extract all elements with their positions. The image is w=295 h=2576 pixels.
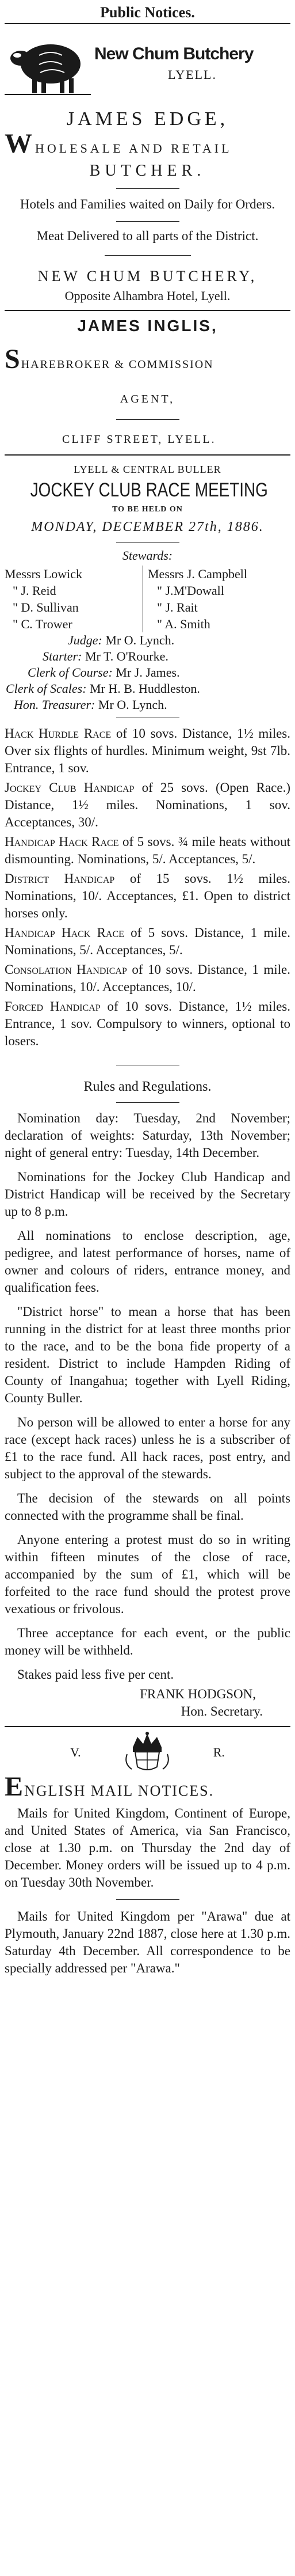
race-event <box>5 961 290 996</box>
rule-paragraph <box>5 1227 290 1296</box>
rules-heading: Rules and Regulations. <box>83 1079 212 1094</box>
event-text: of 15 sovs. 1½ miles. Nominations, 10/. Acceptances, £1. Open to district horses only. <box>5 871 290 920</box>
drop-cap: S <box>5 344 21 374</box>
crest-letter-r: R. <box>213 1745 225 1759</box>
officials-list <box>5 632 290 713</box>
steward: " J. Rait <box>157 600 198 614</box>
race-event <box>5 998 290 1050</box>
royal-crest-icon <box>121 1731 173 1774</box>
steward: Messrs J. Campbell <box>148 567 247 581</box>
steward: Messrs Lowick <box>5 567 83 581</box>
rule-paragraph <box>5 1414 290 1483</box>
proprietor-name: JAMES EDGE, <box>66 108 229 130</box>
event-name: Forced Handicap <box>5 999 101 1014</box>
event-text: of 10 sovs. Distance, 1½ miles. Entrance, 1 sov. Compulsory to winners, optional to losers. <box>5 999 291 1048</box>
mail-heading <box>5 1771 290 1803</box>
rule-text: The decision of the stewards on all points connected with the programme shall be final. <box>5 1491 290 1523</box>
official-label: Starter: <box>43 649 82 663</box>
rule-text: No person will be allowed to enter a horse for any race (except hack races) unless he is a subscriber of £1 to the race fund. All hack races, post entry, and subject to the approval of the stewards. <box>5 1415 290 1481</box>
short-divider <box>105 255 191 256</box>
event-text: of 5 sovs. ¾ mile heats without dismounting. Nominations, 5/. Acceptances, 5/. <box>5 834 291 866</box>
mail-notices-advert <box>5 1727 290 1977</box>
butchery-name: New Chum Butchery <box>94 44 254 63</box>
official-value: Mr T. O'Rourke. <box>85 649 168 663</box>
crest-letter-v: V. <box>70 1745 81 1759</box>
race-title: JOCKEY CLUB RACE MEETING <box>30 479 268 501</box>
sheep-icon <box>5 32 91 96</box>
event-name: Jockey Club Handicap <box>5 780 135 795</box>
rules-list <box>5 1110 290 1683</box>
rule-paragraph <box>5 1490 290 1524</box>
race-events <box>5 725 290 1050</box>
race-clubs: LYELL & CENTRAL BULLER <box>74 464 221 475</box>
steward: " A. Smith <box>157 617 210 631</box>
rule-text: Three acceptance for each event, or the public money will be withheld. <box>5 1626 290 1657</box>
sharebroker-address: CLIFF STREET, LYELL. <box>62 433 216 446</box>
rule-text: Nomination day: Tuesday, 2nd November; declaration of weights: Saturday, 13th November; night of general entry: Tuesday, 14th December. <box>5 1111 290 1160</box>
mail-text: Mails for United Kingdom per "Arawa" due at Plymouth, January 22nd 1887, close here at 1.30 p.m. Saturday 4th December. All correspondence to be specially addressed per "Arawa." <box>5 1909 290 1975</box>
trade-line <box>5 128 290 159</box>
race-event <box>5 924 290 959</box>
race-meeting-advert <box>5 456 290 1720</box>
stewards-list <box>5 566 290 632</box>
event-text: of 10 sovs. Distance, 1 mile. Nominations, 10/. Acceptances, 10/. <box>5 962 291 994</box>
short-divider <box>116 188 179 189</box>
event-name: Handicap Hack Race <box>5 925 124 940</box>
trade-text: HOLESALE AND RETAIL <box>35 141 232 155</box>
butchery-text-1: Hotels and Families waited on Daily for Orders. <box>20 197 275 211</box>
stewards-left-column <box>5 566 143 632</box>
official-label: Hon. Treasurer: <box>14 697 95 712</box>
rule-text: Anyone entering a protest must do so in writing within fifteen minutes of the close of race, accompanied by the sum of £1, which will be forfeited to the race fund should the protest prove vexatious or frivolous. <box>5 1532 290 1616</box>
signature-title: Hon. Secretary. <box>181 1704 263 1718</box>
official <box>6 681 290 697</box>
rule-paragraph <box>5 1531 290 1618</box>
official-label: Clerk of Course: <box>28 665 113 680</box>
steward: " D. Sullivan <box>13 600 79 614</box>
section-title: Public Notices. <box>100 4 195 21</box>
short-divider <box>116 1102 179 1103</box>
rule-paragraph <box>5 1666 290 1683</box>
event-name: Hack Hurdle Race <box>5 726 112 741</box>
event-name: Consolation Handicap <box>5 962 127 977</box>
official-label: Judge: <box>68 633 102 647</box>
stewards-right-column <box>143 566 247 632</box>
mail-paragraph <box>5 1908 290 1977</box>
official-label: Clerk of Scales: <box>6 681 87 696</box>
event-name: Handicap Hack Race <box>5 834 119 849</box>
butchery-text-2: Meat Delivered to all parts of the District. <box>36 229 259 243</box>
official <box>28 665 290 681</box>
official-value: Mr O. Lynch. <box>98 697 167 712</box>
trade-line-2: BUTCHER. <box>89 162 206 180</box>
steward: " J.M'Dowall <box>157 583 224 598</box>
official-value: Mr H. B. Huddleston. <box>90 681 200 696</box>
race-event <box>5 833 290 868</box>
sharebroker-trade-text: HAREBROKER & COMMISSION <box>21 358 214 371</box>
butchery-place: LYELL. <box>168 67 217 82</box>
rule-text: "District horse" to mean a horse that has been running in the district for at least three months prior to the race, and to be the bona fide property of a resident. District to include Hampden Riding of County of Inangahua; together with Lyell Riding, County Buller. <box>5 1304 290 1405</box>
sharebroker-name: JAMES INGLIS, <box>77 317 218 335</box>
mail-text: Mails for United Kingdom, Continent of Europe, and United States of America, via San Francisco, close at 1.30 p.m. on Thursday the 2nd day of December. Money orders will be issued up to 4 p.m. on Tuesday 30th November. <box>5 1806 290 1890</box>
mail-heading-text: NGLISH MAIL NOTICES. <box>24 1782 214 1799</box>
short-divider <box>116 419 179 420</box>
event-name: District Handicap <box>5 871 115 886</box>
event-text: of 5 sovs. Distance, 1 mile. Nominations, 5/. Acceptances, 5/. <box>5 925 290 957</box>
stewards-heading: Stewards: <box>122 548 173 563</box>
official <box>28 648 290 665</box>
official <box>28 632 290 648</box>
race-event <box>5 779 290 831</box>
mail-paragraph <box>5 1805 290 1891</box>
race-event <box>5 870 290 922</box>
rule-text: Stakes paid less five per cent. <box>17 1667 174 1682</box>
butchery-footer-address: Opposite Alhambra Hotel, Lyell. <box>64 289 231 303</box>
rule-text: Nominations for the Jockey Club Handicap and District Handicap will be received by the Secretary up to 8 p.m. <box>5 1170 290 1219</box>
rule-text: All nominations to enclose description, age, pedigree, and latest performance of horses, name of owner and colours of riders, entrance money, and qualification fees. <box>5 1228 290 1295</box>
race-date: MONDAY, DECEMBER 27th, 1886. <box>31 519 264 534</box>
steward: " J. Reid <box>13 583 56 598</box>
race-held: TO BE HELD ON <box>112 505 183 514</box>
rule-paragraph <box>5 1625 290 1659</box>
event-text: of 25 sovs. (Open Race.) Distance, 1½ miles. Nominations, 1 sov. Acceptances, 30/. <box>5 780 290 829</box>
short-divider <box>116 221 179 222</box>
drop-cap: E <box>5 1771 25 1802</box>
official <box>14 697 290 713</box>
event-text: of 10 sovs. Distance, 1½ miles. Over six flights of hurdles. Minimum weight, 9st 7lb. Entrance, 1 sov. <box>5 726 291 775</box>
signature-name: FRANK HODGSON, <box>140 1687 256 1701</box>
rule-paragraph <box>5 1110 290 1162</box>
rule-paragraph <box>5 1169 290 1220</box>
rule-paragraph <box>5 1303 290 1407</box>
official-value: Mr J. James. <box>116 665 180 680</box>
butchery-advert <box>5 24 290 305</box>
race-event <box>5 725 290 777</box>
short-divider <box>116 1899 179 1900</box>
agent-label: AGENT, <box>120 393 175 405</box>
official-value: Mr O. Lynch. <box>105 633 175 647</box>
sharebroker-advert <box>5 311 290 447</box>
sharebroker-trade <box>5 344 290 379</box>
butchery-footer-name: NEW CHUM BUTCHERY, <box>37 268 258 284</box>
royal-crest-row <box>5 1729 290 1775</box>
drop-cap: W <box>5 128 35 159</box>
steward: " C. Trower <box>13 617 72 631</box>
